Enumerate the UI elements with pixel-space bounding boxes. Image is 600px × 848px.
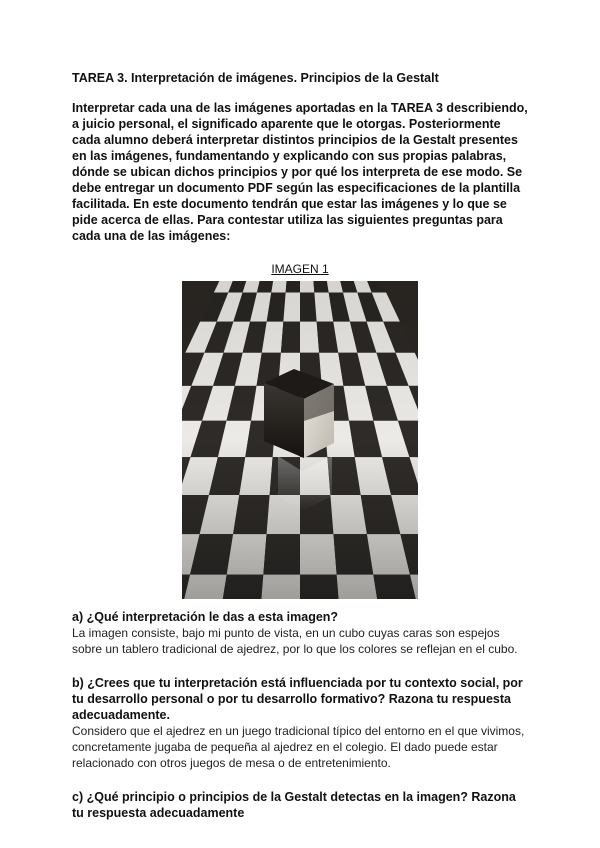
chessboard-cube-photo [182, 281, 418, 599]
question-c-block [72, 789, 528, 821]
image-caption: IMAGEN 1 [271, 262, 329, 276]
question-b: b) ¿Crees que tu interpretación está influenciada por tu contexto social, por tu desarrollo personal o por tu desarrollo formativo? Razona tu respuesta adecuadamente. [72, 676, 523, 722]
instructions-paragraph: Interpretar cada una de las imágenes aportadas en la TAREA 3 describiendo, a juicio personal, el significado aparente que le otorgas. Posteriormente cada alumno deberá interpretar distintos principios de la Gestalt presentes en las imágenes, fundamentando y explicando con sus propias palabras, dónde se ubican dichos principios y por qué los interpreta de ese modo. Se debe entregar un documento PDF según las especificaciones de la plantilla facilitada. En este documento tendrán que estar las imágenes y lo que se pide acerca de ellas. Para contestar utiliza las siguientes preguntas para cada una de las imágenes: [72, 101, 528, 243]
document-title: TAREA 3. Interpretación de imágenes. Principios de la Gestalt [72, 71, 439, 85]
answer-a: La imagen consiste, bajo mi punto de vista, en un cubo cuyas caras son espejos sobre un tablero tradicional de ajedrez, por lo que los colores se reflejan en el cubo. [72, 626, 518, 656]
question-b-block [72, 675, 528, 771]
document-page [72, 70, 528, 821]
question-c: c) ¿Qué principio o principios de la Gestalt detectas en la imagen? Razona tu respuesta adecuadamente [72, 790, 516, 820]
question-a-block [72, 609, 528, 657]
question-a: a) ¿Qué interpretación le das a esta imagen? [72, 610, 339, 624]
answer-b: Considero que el ajedrez en un juego tradicional típico del entorno en el que vivimos, concretamente jugaba de pequeña al ajedrez en el colegio. El dado puede estar relacionado con otros juegos de mesa o de entretenimiento. [72, 724, 525, 770]
chessboard-illustration [182, 281, 418, 599]
